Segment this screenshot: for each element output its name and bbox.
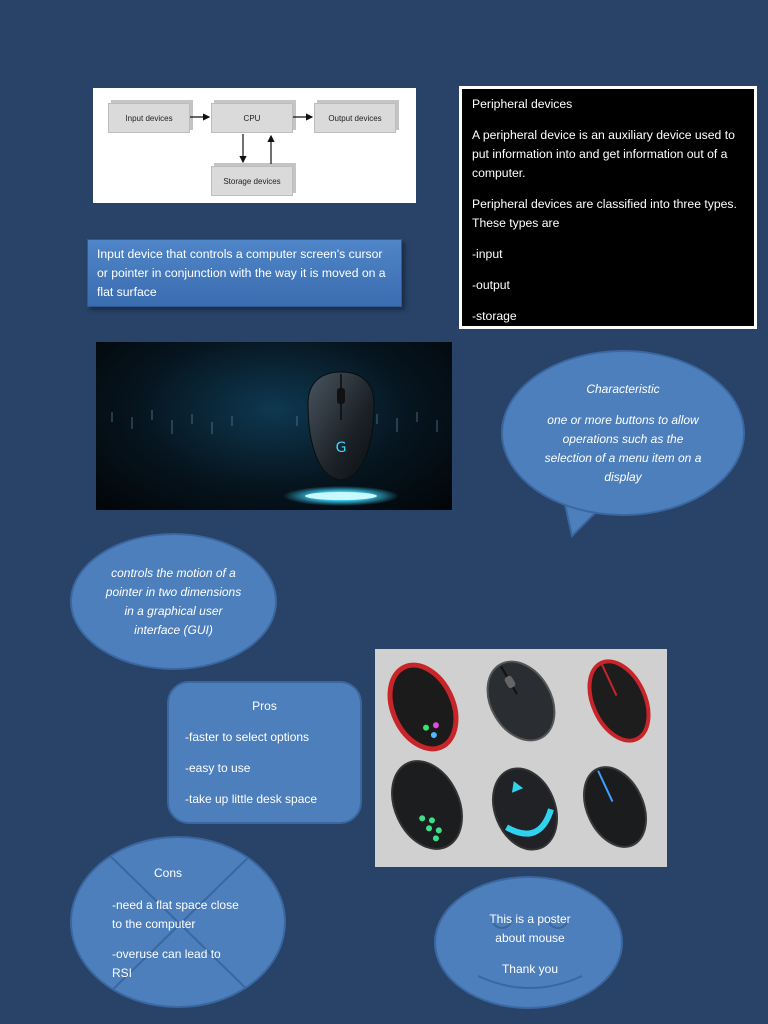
mice-collage-illustration bbox=[375, 649, 667, 867]
diagram-cpu-box: CPU bbox=[211, 103, 293, 133]
cons-title: Cons bbox=[154, 866, 183, 880]
peripheral-classified: Peripheral devices are classified into three types. These types are bbox=[472, 197, 737, 230]
input-device-definition: Input device that controls a computer screen's cursor or pointer in conjunction with the way it is moved on a flat surface bbox=[87, 239, 402, 307]
black-gaming-mouse bbox=[572, 757, 658, 857]
peripheral-type-input: -input bbox=[472, 247, 503, 261]
gaming-mouse-illustration bbox=[96, 342, 452, 510]
motion-text: controls the motion of a pointer in two dimensions in a graphical user interface (GUI) bbox=[105, 565, 242, 637]
characteristic-bubble bbox=[501, 350, 745, 516]
cons-circle bbox=[70, 836, 286, 1008]
peripheral-type-storage: -storage bbox=[472, 309, 517, 323]
peripheral-definition: A peripheral device is an auxiliary device used to put information into and get information out of a computer. bbox=[472, 128, 735, 180]
computer-block-diagram bbox=[93, 88, 416, 203]
pros-item: -easy to use bbox=[185, 761, 251, 775]
closing-text: This is a poster about mouse bbox=[489, 912, 571, 945]
peripheral-title: Peripheral devices bbox=[472, 97, 573, 111]
red-gaming-mouse-1 bbox=[377, 654, 469, 759]
pros-box bbox=[167, 681, 362, 824]
gray-office-mouse bbox=[474, 650, 568, 753]
diagram-input-box: Input devices bbox=[108, 103, 190, 133]
diagram-arrows bbox=[93, 88, 416, 203]
green-gaming-mouse bbox=[379, 750, 476, 860]
diagram-storage-box: Storage devices bbox=[211, 166, 293, 196]
thank-you-text: Thank you bbox=[501, 962, 559, 976]
pros-item: -faster to select options bbox=[185, 730, 310, 744]
pros-item: -take up little desk space bbox=[185, 792, 318, 806]
characteristic-title: Characteristic bbox=[586, 381, 660, 396]
closing-smiley bbox=[434, 876, 623, 1009]
motion-bubble bbox=[70, 533, 277, 670]
cons-item: -need a flat space close to the computer bbox=[112, 898, 239, 931]
peripheral-devices-box bbox=[459, 86, 757, 329]
peripheral-type-output: -output bbox=[472, 278, 510, 292]
characteristic-text: one or more buttons to allow operations such as the selection of a menu item on a display bbox=[544, 412, 702, 484]
pros-title: Pros bbox=[252, 699, 277, 713]
cyan-gaming-mouse bbox=[481, 759, 568, 859]
mice-collage-image bbox=[375, 649, 667, 867]
cons-item: -overuse can lead to RSI bbox=[112, 947, 221, 980]
diagram-output-box: Output devices bbox=[314, 103, 396, 133]
gaming-mouse-image bbox=[96, 342, 452, 510]
svg-text:G: G bbox=[335, 440, 347, 456]
red-gaming-mouse-2 bbox=[578, 652, 661, 750]
